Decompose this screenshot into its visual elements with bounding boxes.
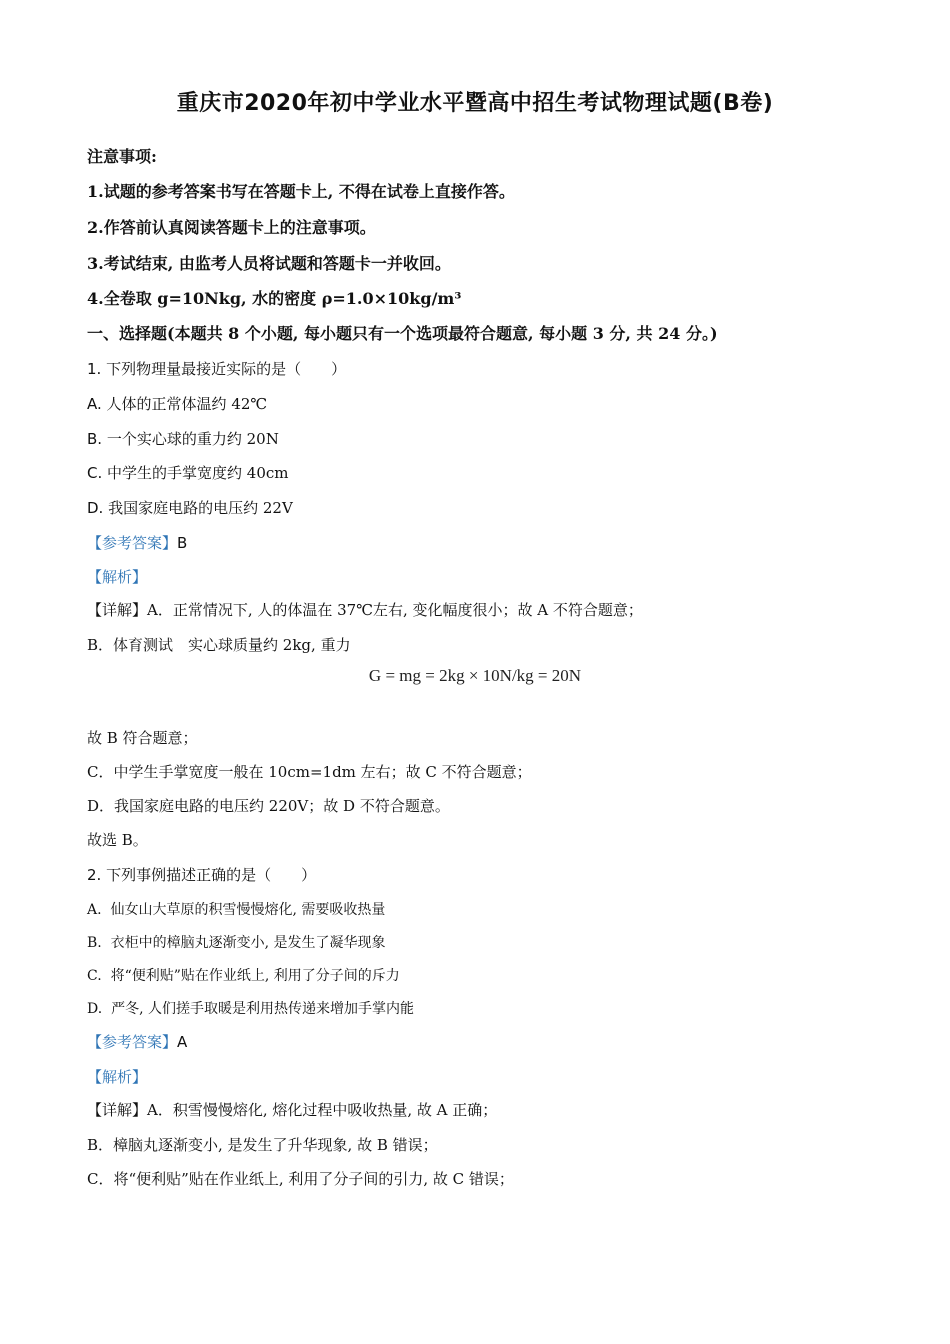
q2-detail-2: B．樟脑丸逐渐变小, 是发生了升华现象, 故 B 错误； [87,1136,438,1154]
q2-detail-1: 【详解】A．积雪慢慢熔化, 熔化过程中吸收热量, 故 A 正确； [87,1101,498,1119]
notice-item-1: 1.试题的参考答案书写在答题卡上, 不得在试卷上直接作答。 [87,182,515,201]
q1-answer [87,533,187,553]
q1-detail-5: D．我国家庭电路的电压约 220V；故 D 不符合题意。 [87,797,450,815]
notice-item-4: 4.全卷取 g=10Nkg, 水的密度 ρ=1.0×10kg/m³ [87,289,462,308]
q1-formula: G = mg = 2kg × 10N/kg = 20N [368,666,582,685]
answer-label: 【参考答案】 [87,534,178,552]
option-label: D. [87,499,104,517]
option-label: D. [87,1001,103,1017]
option-label: C. [87,968,102,984]
q2-option-a [87,900,385,920]
q1-detail-3: 故 B 符合题意； [87,729,198,747]
option-text: 我国家庭电路的电压约 22V [108,499,293,517]
q2-option-d [87,999,414,1019]
q2-option-b [87,933,386,953]
page-title: 重庆市2020年初中学业水平暨高中招生考试物理试题(B卷) [176,91,774,116]
question-stem: 下列事例描述正确的是（ ） [106,866,317,884]
q1-detail-2: B．体育测试 实心球质量约 2kg, 重力 [87,636,351,654]
option-label: A. [87,902,102,918]
option-text: 将“便利贴”贴在作业纸上, 利用了分子间的斥力 [110,968,400,984]
notice-item-3: 3.考试结束, 由监考人员将试题和答题卡一并收回。 [87,254,451,273]
option-text: 衣柜中的樟脑丸逐渐变小, 是发生了凝华现象 [110,935,386,951]
question-number: 2. [87,866,102,884]
option-text: 仙女山大草原的积雪慢慢熔化, 需要吸收热量 [110,902,386,918]
q2-answer [87,1032,187,1052]
section-heading: 一、选择题(本题共 8 个小题, 每小题只有一个选项最符合题意, 每小题 3 分, 共 24 分。) [87,324,718,343]
q1-option-c [87,463,289,483]
q2-analysis-label: 【解析】 [87,1068,148,1086]
answer-value: B [177,534,188,552]
option-label: C. [87,464,103,482]
option-label: B. [87,935,102,951]
q1-option-a [87,394,267,414]
option-text: 中学生的手掌宽度约 40cm [107,464,289,482]
q1-option-d [87,498,293,518]
question-number: 1. [87,360,102,378]
question-stem: 下列物理量最接近实际的是（ ） [106,360,347,378]
q1-detail-1: 【详解】A．正常情况下, 人的体温在 37℃左右, 变化幅度很小；故 A 不符合题意； [87,601,643,619]
q2-detail-3: C．将“便利贴”贴在作业纸上, 利用了分子间的引力, 故 C 错误； [87,1170,514,1188]
notice-item-2: 2.作答前认真阅读答题卡上的注意事项。 [87,218,376,237]
notice-heading: 注意事项: [87,147,157,166]
question-2 [87,865,316,885]
answer-value: A [177,1033,188,1051]
q1-detail-6: 故选 B。 [87,831,148,849]
q1-option-b [87,429,279,449]
question-1 [87,359,346,379]
option-label: B. [87,430,103,448]
answer-label: 【参考答案】 [87,1033,178,1051]
q1-analysis-label: 【解析】 [87,568,148,586]
option-text: 人体的正常体温约 42℃ [106,395,268,413]
q2-option-c [87,966,400,986]
option-text: 严冬, 人们搓手取暖是利用热传递来增加手掌内能 [111,1001,414,1017]
q1-detail-4: C．中学生手掌宽度一般在 10cm=1dm 左右；故 C 不符合题意； [87,763,532,781]
option-text: 一个实心球的重力约 20N [106,430,279,448]
option-label: A. [87,395,102,413]
